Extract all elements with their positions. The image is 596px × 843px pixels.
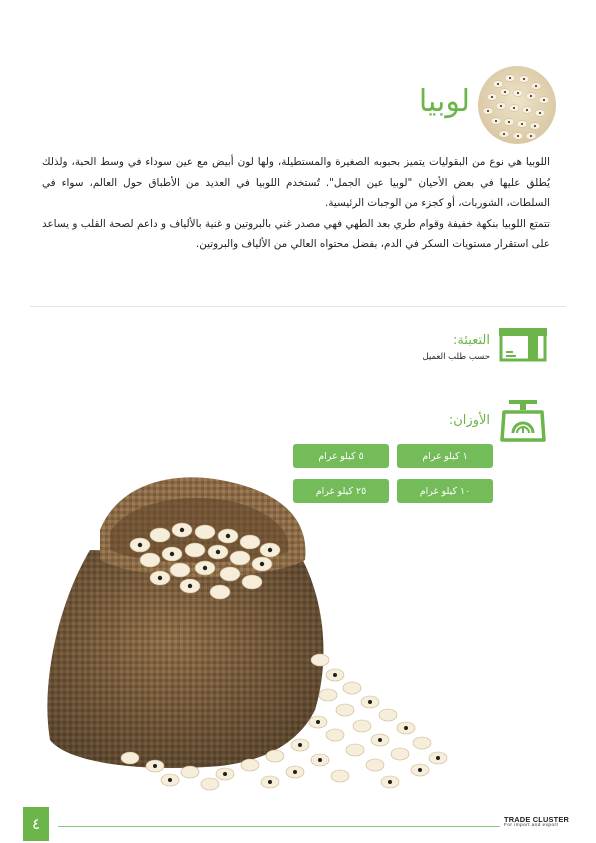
description-paragraph: اللوبيا هي نوع من البقوليات يتميز بحبوبه الصغيرة والمستطيلة، ولها لون أبيض مع عين سوداء في وسط الحبة، ولذلك يُطلق عليها في بعض الأحيان "لوبيا عين الجمل". تُستخدم اللوبيا في العديد من الأطباق حول العالم، سواء في السلطات، الشوربات، أو كجزء من الوجبات الرئيسية. (42, 156, 550, 209)
weight-option-10kg[interactable]: ١٠ كيلو غرام (397, 479, 493, 503)
page-title: لوبيا (418, 84, 470, 119)
bean-sack-image (30, 460, 460, 800)
product-description (42, 152, 550, 255)
weight-option-5kg[interactable]: ٥ كيلو غرام (293, 444, 389, 468)
scale-icon (500, 400, 546, 442)
brand-tagline: For import and export (504, 823, 559, 828)
weight-option-25kg[interactable]: ٢٥ كيلو غرام (293, 479, 389, 503)
box-icon (498, 326, 548, 362)
beans-pile-image (476, 64, 558, 146)
weight-option-1kg[interactable]: ١ كيلو غرام (397, 444, 493, 468)
description-paragraph: تتمتع اللوبيا بنكهة خفيفة وقوام طري بعد الطهي فهي مصدر غني بالبروتين و غنية بالألياف و داعم لصحة القلب و يساعد على استقرار مستويات السكر في الدم، بفضل محتواه العالي من الألياف والبروتين. (42, 217, 550, 250)
page-number: ٤ (23, 807, 49, 841)
packaging-value: حسب طلب العميل (422, 352, 490, 362)
footer-divider (58, 826, 500, 827)
packaging-label: التعبئة: (453, 333, 490, 348)
brand-name: TRADE CLUSTER (504, 815, 570, 824)
section-divider (30, 306, 566, 307)
weights-label: الأوزان: (448, 413, 490, 428)
brand-logo (504, 815, 574, 828)
